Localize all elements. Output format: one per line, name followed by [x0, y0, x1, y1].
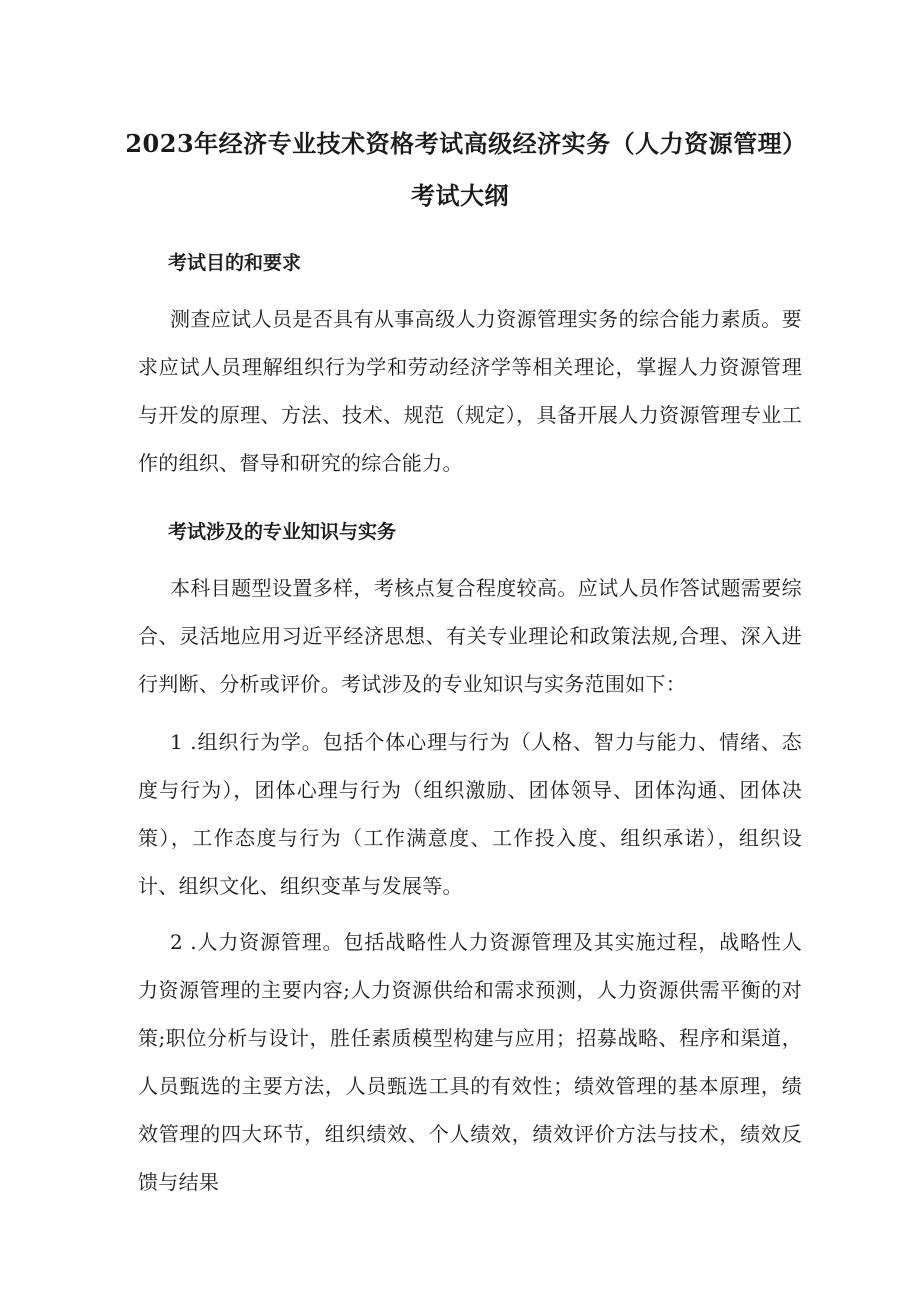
paragraph-hr-management: 2 .人力资源管理。包括战略性人力资源管理及其实施过程，战略性人力资源管理的主要内容;人力资源供给和需求预测，人力资源供需平衡的对策;职位分析与设计，胜任素质模型构建与应用；招募战略、程序和渠道，人员甄选的主要方法，人员甄选工具的有效性；绩效管理的基本原理，绩效管理的四大环节，组织绩效、个人绩效，绩效评价方法与技术，绩效反馈与结果: [138, 930, 802, 1194]
section-heading-knowledge-scope: 考试涉及的专业知识与实务: [168, 521, 397, 543]
paragraph-exam-purpose: 测查应试人员是否具有从事高级人力资源管理实务的综合能力素质。要求应试人员理解组织行为学和劳动经济学等相关理论，掌握人力资源管理与开发的原理、方法、技术、规范（规定），具备开展人力资源管理专业工作的组织、督导和研究的综合能力。: [138, 307, 802, 475]
section-heading-exam-purpose: 考试目的和要求: [168, 252, 302, 274]
paragraph-knowledge-intro: 本科目题型设置多样，考核点复合程度较高。应试人员作答试题需要综合、灵活地应用习近平经济思想、有关专业理论和政策法规,合理、深入进行判断、分析或评价。考试涉及的专业知识与实务范围如下：: [138, 576, 802, 696]
paragraph-organizational-behavior: 1 .组织行为学。包括个体心理与行为（人格、智力与能力、情绪、态度与行为），团体心理与行为（组织激励、团体领导、团体沟通、团体决策），工作态度与行为（工作满意度、工作投入度、组织承诺），组织设计、组织文化、组织变革与发展等。: [138, 730, 802, 898]
document-title: 2023年经济专业技术资格考试高级经济实务（人力资源管理）考试大纲: [125, 129, 795, 210]
